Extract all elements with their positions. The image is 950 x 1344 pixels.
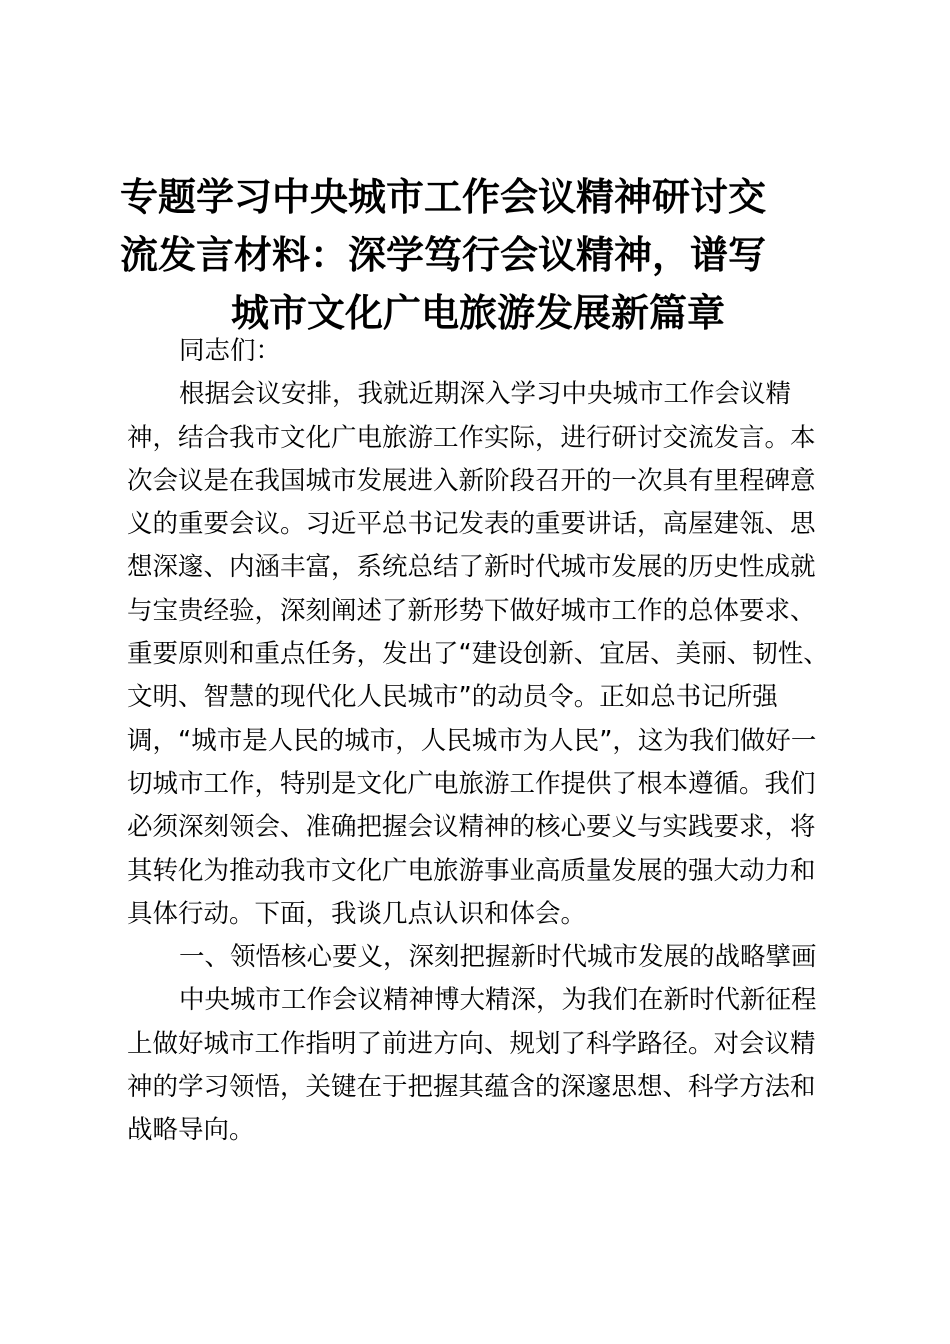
paragraph-line: 具体行动。下面，我谈几点认识和体会。: [127, 898, 587, 929]
title-line: 城市文化广电旅游发展新篇章: [230, 291, 725, 335]
paragraph-line: 上做好城市工作指明了前进方向、规划了科学路径。对会议精: [127, 1028, 816, 1059]
paragraph-line: 文明、智慧的现代化人民城市”的动员令。正如总书记所强: [127, 682, 778, 713]
paragraph-line: 神，结合我市文化广电旅游工作实际，进行研讨交流发言。本: [127, 422, 816, 453]
section-heading-1: 一、领悟核心要义，深刻把握新时代城市发展的战略擘画: [179, 942, 817, 973]
paragraph-line: 必须深刻领会、准确把握会议精神的核心要义与实践要求，将: [127, 812, 816, 843]
paragraph-line: 战略导向。: [127, 1115, 255, 1146]
paragraph-2: [127, 979, 827, 1152]
paragraph-1: [127, 373, 827, 936]
document-body: [127, 330, 827, 1153]
document-title: [120, 168, 836, 342]
paragraph-line: 次会议是在我国城市发展进入新阶段召开的一次具有里程碑意: [127, 465, 816, 496]
paragraph-line: 义的重要会议。习近平总书记发表的重要讲话，高屋建瓴、思: [127, 509, 816, 540]
paragraph-line: 想深邃、内涵丰富，系统总结了新时代城市发展的历史性成就: [127, 552, 816, 583]
paragraph-line: 神的学习领悟，关键在于把握其蕴含的深邃思想、科学方法和: [127, 1072, 816, 1103]
title-line: 专题学习中央城市工作会议精神研讨交: [120, 175, 767, 219]
title-line: 流发言材料：深学笃行会议精神，谱写: [120, 233, 767, 277]
paragraph-line: 其转化为推动我市文化广电旅游事业高质量发展的强大动力和: [127, 855, 816, 886]
salutation: 同志们：: [179, 336, 282, 366]
paragraph-line: 根据会议安排，我就近期深入学习中央城市工作会议精: [179, 379, 792, 410]
paragraph-line: 中央城市工作会议精神博大精深，为我们在新时代新征程: [179, 985, 817, 1016]
paragraph-line: 切城市工作，特别是文化广电旅游工作提供了根本遵循。我们: [127, 768, 816, 799]
paragraph-line: 调，“城市是人民的城市，人民城市为人民”，这为我们做好一: [127, 725, 817, 756]
paragraph-line: 与宝贵经验，深刻阐述了新形势下做好城市工作的总体要求、: [127, 595, 816, 626]
paragraph-line: 重要原则和重点任务，发出了“建设创新、宜居、美丽、韧性、: [127, 639, 829, 670]
